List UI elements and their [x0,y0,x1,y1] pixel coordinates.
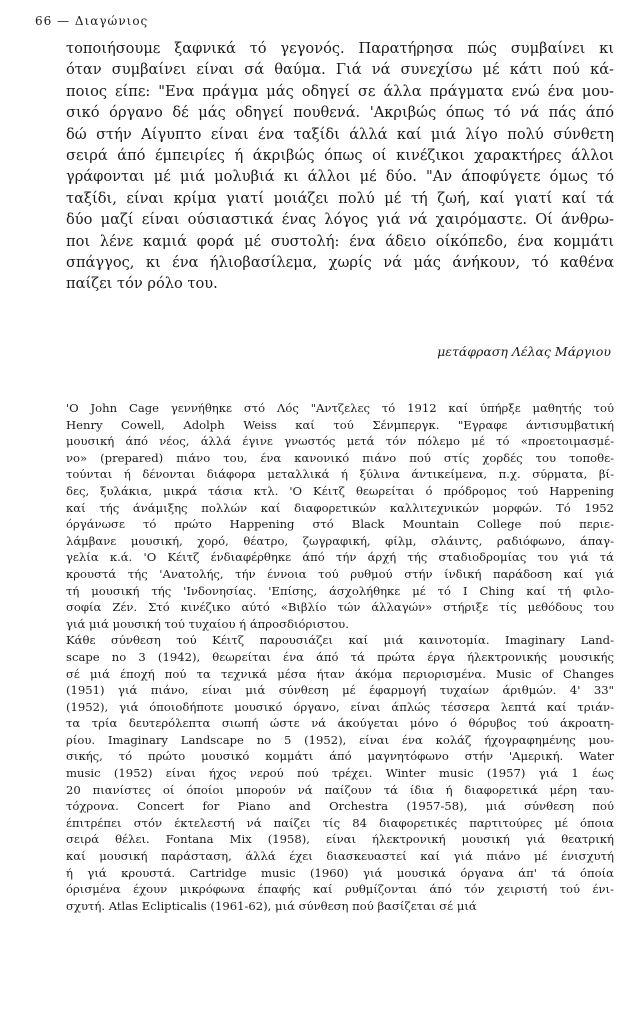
notes-line: όρισμένα έχουν μικρόφωνα έπαφής καί ρυθμίζονται άπό τόν χειριστή τού ένι- [66,882,614,897]
notes-line: καί τής άνάμιξης πολλών καί διαφορετικών καλλιτεχνικών μορφών. Τό 1952 [66,500,614,515]
main-text-line: ποι λένε καμιά φορά μέ συστολή: ένα άδειο οίκόπεδο, ένα κομμάτι [66,232,614,250]
notes-line: έπιτρέπει στόν έκτελεστή νά παίζει τίς 84 διαφορετικές παρτιτούρες μέ όποια [66,815,614,830]
notes-line: τή μουσική τής 'Ινδονησίας. 'Επίσης, άσχολήθηκε μέ τό I Ching καί τή φιλο- [66,583,614,598]
main-text-line: όταν συμβαίνει είναι σά θαύμα. Γιά νά συνεχίσω μέ κάτι πού κά- [66,61,614,79]
biographical-notes [66,400,614,914]
notes-line: ρίου. Imaginary Landscape no 5 (1952), είναι ένα κολάζ ήχογραφημένης μου- [66,732,614,747]
notes-line: 'Ο John Cage γεννήθηκε στό Λός "Αντζελες τό 1912 καί ύπήρξε μαθητής τού [66,401,614,415]
main-text-line: δύο μαζί είναι ούσιαστικά ένας λόγος γιά νά χαιρόμαστε. Οί άνθρω- [66,211,614,229]
translation-credit: μετάφραση Λέλας Μάργιου [437,344,611,359]
notes-line: music (1952) είναι ήχος νερού πού τρέχει. Winter music (1957) γιά 1 έως [66,766,614,781]
notes-line: καί μουσική παράσταση, άλλά έχει διασκευαστεί καί γιά πιάνο μέ ένισχυτή [66,849,614,864]
notes-line: Henry Cowell, Adolph Weiss καί τού Σένμπεργκ. "Εγραφε άντισυμβατική [66,417,614,432]
notes-line: scape no 3 (1942), θεωρείται ένα άπό τά πρώτα έργα ήλεκτρονικής μουσικής [66,649,614,664]
notes-line: τα τρία δευτερόλεπτα σιωπή ώστε νά άκούγεται μόνο ό θόρυβος τού άκροατη- [66,716,614,731]
notes-line: μουσική άπό νέος, άλλά έγινε γνωστός μετά τόν πόλεμο μέ τό «προετοιμασμέ- [66,434,614,449]
notes-line: γελία κ.ά. 'Ο Κέιτζ ένδιαφέρθηκε άπό τήν άρχή τής σταδιοδρομίας του γιά τά [66,550,614,565]
notes-line: γιά μιά μουσική τού τυχαίου ή άπροσδιόριστου. [66,616,349,631]
notes-line: (1952), γιά όποιοδήποτε μουσικό όργανο, είναι άπλώς τέσσερα λεπτά καί τριάν- [66,699,614,714]
notes-line: (1951) γιά πιάνο, είναι μιά σύνθεση μέ έφαρμογή τυχαίων άριθμών. 4' 33" [66,683,614,698]
notes-line: σέ μιά έποχή πού τα τεχνικά μέσα ήταν άκόμα περιορισμένα. Music of Changes [66,666,614,681]
main-text [66,38,614,295]
notes-line: σχυτή. Atlas Eclipticalis (1961-62), μιά σύνθεση πού βασίζεται σέ μιά [66,898,477,913]
main-text-line: σικό όργανο δέ μάς οδηγεί πουθενά. 'Ακριβώς όπως τό νά πάς άπό [66,104,614,122]
notes-line: σοφία Ζέν. Στό κινέζικο αύτό «Βιβλίο τών άλλαγών» στήριξε τίς μεθόδους του [66,600,614,615]
main-text-line: τοποιήσουμε ξαφνικά τό γεγονός. Παρατήρησα πώς συμβαίνει κι [66,40,614,57]
notes-line: όργάνωσε τό πρώτο Happening στό Black Mountain College πού περιε- [66,517,614,532]
notes-line: ή γιά κρουστά. Cartridge music (1960) γιά μουσικά όργανα άπ' τά όποία [66,865,614,880]
main-text-line: σειρά άπό έμπειρίες ή άκριβώς όπως οί κινέζικοι χαρακτήρες άλλοι [66,147,614,165]
main-text-line: γράφονται μέ μιά μολυβιά κι άλλοι μέ δύο. "Αν άποφύγετε όμως τό [66,168,614,186]
notes-line: σειρά θέλει. Fontana Mix (1958), είναι ήλεκτρονική μουσική γιά θεατρική [66,832,614,847]
notes-line: λάμβανε μουσική, χορό, θέατρο, ζωγραφική, φίλμ, σλάιντς, ραδιόφωνο, άπαγ- [66,533,614,548]
notes-line: Κάθε σύνθεση τού Κέιτζ παρουσιάζει καί μιά καινοτομία. Imaginary Land- [66,633,614,648]
notes-line: 20 πιανίστες οί όποίοι μπορούν νά παίζουν τά ίδια ή διαφορετικά μέρη ταυ- [66,782,614,797]
notes-line: δες, ξυλάκια, μικρά τάσια κτλ. 'Ο Κέιτζ θεωρείται ό πρόδρομος τού Happening [66,483,614,498]
notes-line: κρουστά τής 'Ανατολής, τήν έννοια τού ρυθμού στήν ίνδική παράδοση καί γιά [66,566,614,581]
notes-line: σικής, τό πρώτο μουσικό κομμάτι άπό μαγνητόφωνο στήν 'Αμερική. Water [66,749,614,764]
main-text-line: ταξίδι, είναι κρίμα γιατί μοιάζει πολύ μέ τή ζωή, καί γιατί καί τά [66,189,614,207]
notes-line: τόχρονα. Concert for Piano and Orchestra (1957-58), μιά σύνθεση πού [66,799,614,814]
notes-line: τούνται ή δένονται διάφορα μεταλλικά ή ξύλινα άντικείμενα, π.χ. σύρματα, βί- [66,467,614,482]
main-text-line: ποιος είπε: "Ενα πράγμα μάς οδηγεί σε άλλα πράγματα ενώ ένα μου- [66,82,614,100]
main-text-line: παίζει τόν ρόλο του. [66,275,218,293]
main-text-line: σπάγγος, κι ένα ήλιοβασίλεμα, χωρίς νά μάς άνήκουν, τό καθένα [66,254,614,272]
main-text-line: δώ στήν Αίγυπτο είναι ένα ταξίδι άλλά καί μιά λίγο πολύ σύνθετη [66,125,614,143]
notes-line: νο» (prepared) πιάνο του, ένα κανονικό πιάνο πού στίς χορδές του τοποθε- [66,450,614,465]
running-head: 66 — Διαγώνιος [35,14,149,28]
